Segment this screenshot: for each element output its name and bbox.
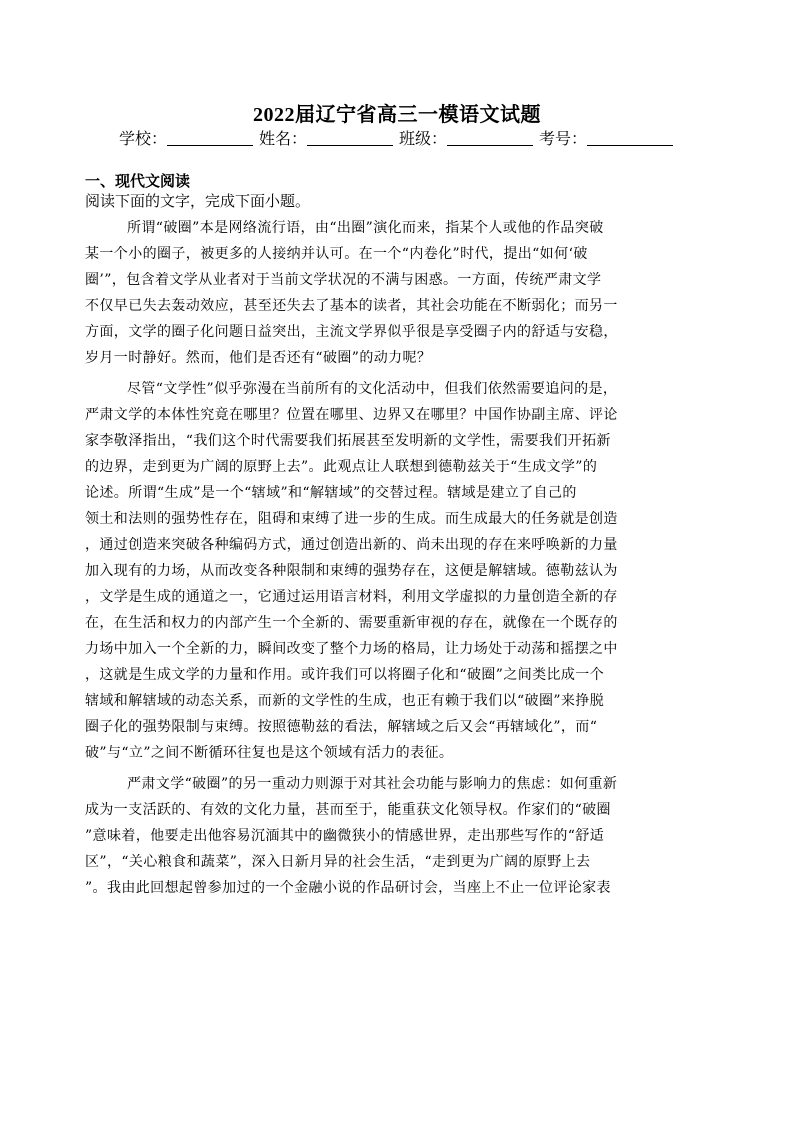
school-blank[interactable] — [167, 131, 253, 146]
passage-line: 不仅早已失去轰动效应，甚至还失去了基本的读者，其社会功能在不断弱化；而另一 — [85, 298, 618, 314]
passage-paragraph — [85, 771, 713, 901]
passage-line: 某一个小的圈子，被更多的人接纳并认可。在一个“内卷化”时代，提出“如何‘破 — [85, 246, 588, 262]
passage-line: 领土和法则的强势性存在，阻碍和束缚了进一步的生成。而生成最大的任务就是创造 — [85, 511, 618, 527]
passage-line: ，通过创造来突破各种编码方式，通过创造出新的、尚未出现的存在来呼唤新的力量 — [85, 537, 618, 553]
passage-line: 严肃文学“破圈”的另一重动力则源于对其社会功能与影响力的焦虑：如何重新 — [127, 776, 618, 792]
passage-line: 加入现有的力场，从而改变各种限制和束缚的强势存在，这便是解辖域。德勒兹认为 — [85, 563, 618, 579]
class-blank[interactable] — [447, 131, 533, 146]
passage-line: 的边界，走到更为广阔的原野上去”。此观点让人联想到德勒兹关于“生成文学”的 — [85, 459, 598, 475]
exam-number-blank[interactable] — [587, 131, 673, 146]
passage-line: 严肃文学的本体性究竟在哪里？位置在哪里、边界又在哪里？中国作协副主席、评论 — [85, 407, 618, 423]
passage-line: 家李敬泽指出，“我们这个时代需要我们拓展甚至发明新的文学性，需要我们开拓新 — [85, 433, 611, 449]
passage-line: 圈’”，包含着文学从业者对于当前文学状况的不满与困惑。一方面，传统严肃文学 — [85, 272, 602, 288]
passage-paragraph — [85, 215, 713, 371]
class-label: 班级： — [399, 131, 448, 148]
passage-line: ，文学是生成的通道之一，它通过运用语言材料，利用文学虚拟的力量创造全新的存 — [85, 589, 618, 605]
passage-line: ，这就是生成文学的力量和作用。或许我们可以将圈子化和“破圈”之间类比成一个 — [85, 667, 605, 683]
student-info-row — [0, 126, 794, 149]
exam-title: 2022届辽宁省高三一模语文试题 — [253, 104, 541, 126]
passage-body — [85, 215, 713, 901]
passage-line: 区”，“关心粮食和蔬菜”，深入日新月异的社会生活，“走到更为广阔的原野上去 — [85, 854, 591, 870]
passage-paragraph — [85, 376, 713, 766]
school-label: 学校： — [118, 131, 167, 148]
passage-line: ”。我由此回想起曾参加过的一个金融小说的作品研讨会，当座上不止一位评论家表 — [85, 880, 611, 896]
exam-number-label: 考号： — [539, 131, 588, 148]
reading-instruction: 阅读下面的文字，完成下面小题。 — [85, 192, 311, 210]
passage-line: 辖域和解辖域的动态关系，而新的文学性的生成，也正有赖于我们以“破圈”来挣脱 — [85, 693, 605, 709]
passage-line: 破”与“立”之间不断循环往复也是这个领域有活力的表征。 — [85, 745, 454, 761]
passage-line: 力场中加入一个全新的力，瞬间改变了整个力场的格局，让力场处于动荡和摇摆之中 — [85, 641, 618, 657]
passage-line: 论述。所谓“生成”是一个“辖域”和“解辖域”的交替过程。辖域是建立了自己的 — [85, 485, 577, 501]
passage-line: 成为一支活跃的、有效的文化力量，甚而至于，能重获文化领导权。作家们的“破圈 — [85, 802, 611, 818]
passage-line: 圈子化的强势限制与束缚。按照德勒兹的看法，解辖域之后又会“再辖域化”，而“ — [85, 719, 598, 735]
passage-line: 所谓“破圈”本是网络流行语，由“出圈”演化而来，指某个人或他的作品突破 — [127, 220, 604, 236]
passage-line: 方面，文学的圈子化问题日益突出，主流文学界似乎很是享受圈子内的舒适与安稳， — [85, 324, 618, 340]
passage-line: 尽管“文学性”似乎弥漫在当前所有的文化活动中，但我们依然需要追问的是， — [127, 381, 618, 397]
name-blank[interactable] — [307, 131, 393, 146]
name-label: 姓名： — [258, 131, 307, 148]
passage-line: 岁月一时静好。然而，他们是否还有“破圈”的动力呢？ — [85, 350, 432, 366]
passage-line: 在，在生活和权力的内部产生一个全新的、需要重新审视的存在，就像在一个既存的 — [85, 615, 618, 631]
passage-line: ”意味着，他要走出他容易沉湎其中的幽微狭小的情感世界，走出那些写作的“舒适 — [85, 828, 605, 844]
section-heading: 一、现代文阅读 — [85, 172, 191, 190]
